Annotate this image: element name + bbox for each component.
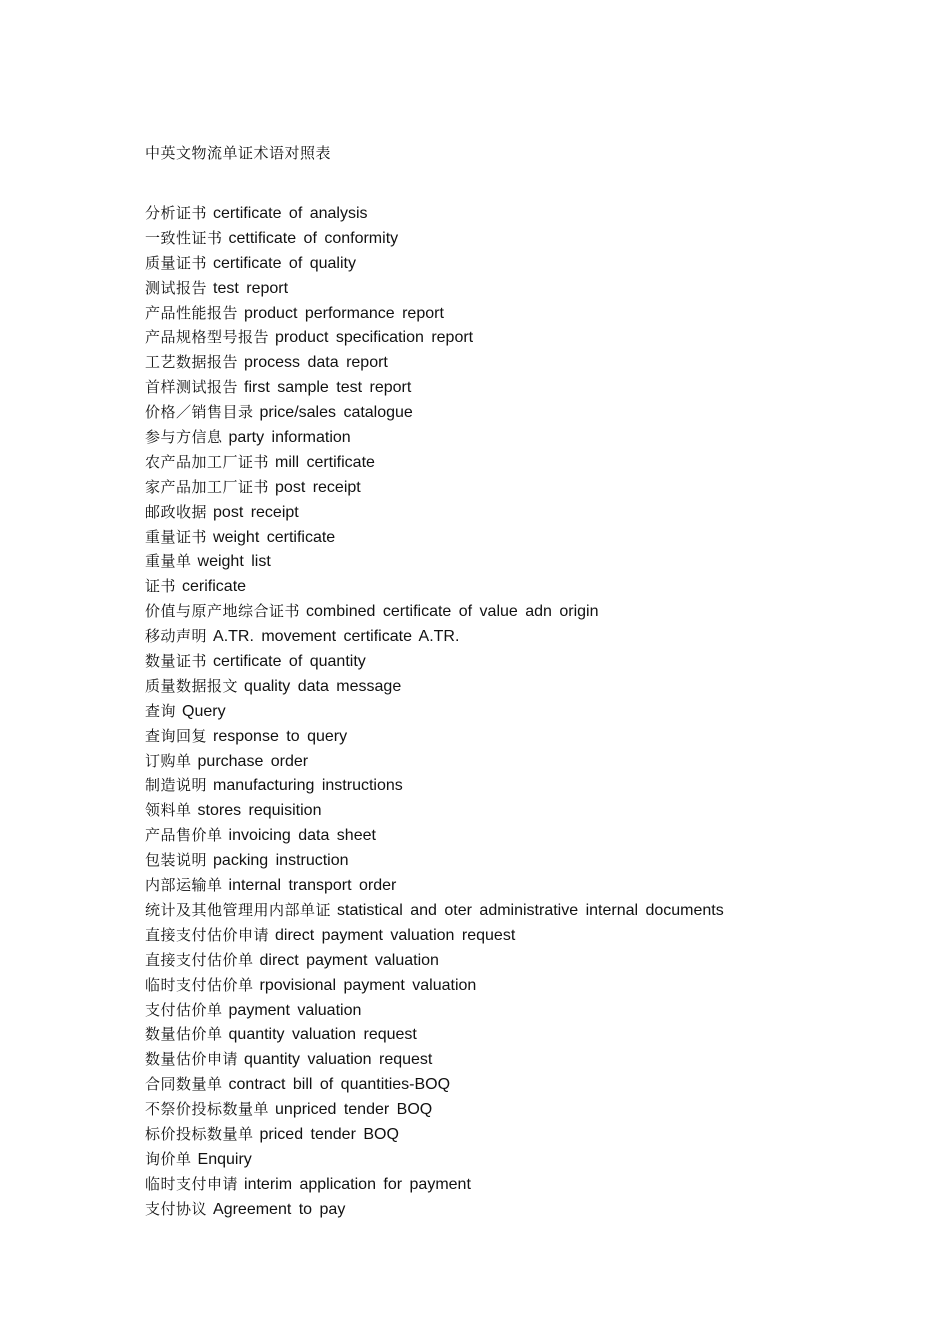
term-english: quality data message bbox=[244, 677, 402, 695]
term-english: stores requisition bbox=[197, 802, 322, 820]
term-row bbox=[145, 1172, 925, 1197]
term-chinese: 直接支付估价申请 bbox=[145, 925, 270, 944]
term-chinese: 查询回复 bbox=[145, 726, 208, 745]
term-row bbox=[145, 724, 925, 749]
term-chinese: 价值与原产地综合证书 bbox=[145, 602, 301, 621]
term-row bbox=[145, 251, 925, 276]
term-english: party information bbox=[228, 429, 351, 447]
term-row bbox=[145, 998, 925, 1023]
term-chinese: 支付协议 bbox=[145, 1199, 208, 1218]
term-english: Enquiry bbox=[197, 1150, 252, 1168]
term-chinese: 临时支付申请 bbox=[145, 1174, 239, 1193]
term-english: certificate of analysis bbox=[213, 205, 368, 222]
term-row bbox=[145, 773, 925, 798]
term-english: certificate of quantity bbox=[213, 653, 366, 671]
term-chinese: 数量证书 bbox=[145, 652, 208, 671]
term-row bbox=[145, 1022, 925, 1047]
term-chinese: 质量数据报文 bbox=[145, 676, 239, 695]
term-row bbox=[145, 923, 925, 948]
term-english: combined certificate of value adn origin bbox=[306, 603, 599, 621]
term-row bbox=[145, 798, 925, 823]
term-chinese: 邮政收据 bbox=[145, 502, 208, 521]
term-chinese: 不祭价投标数量单 bbox=[145, 1100, 270, 1119]
term-chinese: 内部运输单 bbox=[145, 876, 223, 895]
document-page bbox=[145, 141, 925, 1222]
term-row bbox=[145, 624, 925, 649]
term-english: Agreement to pay bbox=[213, 1200, 346, 1218]
term-row bbox=[145, 574, 925, 599]
term-chinese: 移动声明 bbox=[145, 627, 208, 646]
term-english: product specification report bbox=[275, 329, 474, 347]
term-english: contract bill of quantities-BOQ bbox=[228, 1076, 451, 1094]
term-english: first sample test report bbox=[244, 379, 412, 397]
term-chinese: 数量估价申请 bbox=[145, 1050, 239, 1069]
term-chinese: 测试报告 bbox=[145, 278, 208, 297]
term-chinese: 产品规格型号报告 bbox=[145, 328, 270, 347]
term-row bbox=[145, 350, 925, 375]
term-chinese: 直接支付估价单 bbox=[145, 950, 254, 969]
term-english: internal transport order bbox=[228, 877, 397, 895]
term-row bbox=[145, 948, 925, 973]
term-english: product performance report bbox=[244, 304, 444, 322]
term-chinese: 质量证书 bbox=[145, 253, 208, 272]
term-chinese: 价格／销售目录 bbox=[145, 403, 254, 422]
term-chinese: 标价投标数量单 bbox=[145, 1124, 254, 1143]
term-row bbox=[145, 525, 925, 550]
term-english: quantity valuation request bbox=[244, 1051, 433, 1069]
term-english: Query bbox=[182, 702, 226, 720]
term-english: purchase order bbox=[197, 752, 309, 770]
term-chinese: 重量证书 bbox=[145, 527, 208, 546]
term-row bbox=[145, 425, 925, 450]
term-chinese: 农产品加工厂证书 bbox=[145, 452, 270, 471]
term-row bbox=[145, 276, 925, 301]
term-chinese: 领料单 bbox=[145, 801, 192, 820]
term-english: process data report bbox=[244, 354, 388, 372]
term-english: invoicing data sheet bbox=[228, 827, 376, 845]
term-english: test report bbox=[213, 279, 289, 297]
term-chinese: 临时支付估价单 bbox=[145, 975, 254, 994]
term-row bbox=[145, 848, 925, 873]
term-chinese: 一致性证书 bbox=[145, 228, 223, 247]
term-english: rpovisional payment valuation bbox=[259, 976, 477, 994]
term-row bbox=[145, 549, 925, 574]
term-row bbox=[145, 475, 925, 500]
term-english: weight certificate bbox=[213, 528, 336, 546]
term-english: interim application for payment bbox=[244, 1175, 471, 1193]
term-row bbox=[145, 1197, 925, 1222]
term-row bbox=[145, 301, 925, 326]
term-row bbox=[145, 649, 925, 674]
term-chinese: 制造说明 bbox=[145, 776, 208, 795]
term-english: post receipt bbox=[213, 503, 299, 521]
term-english: cerificate bbox=[182, 578, 247, 596]
term-english: mill certificate bbox=[275, 453, 375, 471]
term-english: A.TR. movement certificate A.TR. bbox=[213, 628, 460, 646]
term-chinese: 工艺数据报告 bbox=[145, 353, 239, 372]
term-chinese: 询价单 bbox=[145, 1149, 192, 1168]
term-chinese: 重量单 bbox=[145, 552, 192, 571]
term-row bbox=[145, 823, 925, 848]
term-row bbox=[145, 873, 925, 898]
term-row bbox=[145, 201, 925, 226]
term-english: payment valuation bbox=[228, 1001, 362, 1019]
term-english: statistical and oter administrative internal documents bbox=[337, 901, 724, 919]
term-english: unpriced tender BOQ bbox=[275, 1101, 433, 1119]
term-chinese: 家产品加工厂证书 bbox=[145, 477, 270, 496]
term-row bbox=[145, 749, 925, 774]
term-chinese: 合同数量单 bbox=[145, 1075, 223, 1094]
term-english: price/sales catalogue bbox=[259, 404, 413, 422]
term-chinese: 查询 bbox=[145, 701, 177, 720]
term-english: certificate of quality bbox=[213, 254, 356, 272]
term-row bbox=[145, 898, 925, 923]
term-chinese: 订购单 bbox=[145, 751, 192, 770]
term-row bbox=[145, 1047, 925, 1072]
term-row bbox=[145, 699, 925, 724]
term-row bbox=[145, 1147, 925, 1172]
term-row bbox=[145, 599, 925, 624]
term-row bbox=[145, 1072, 925, 1097]
term-row bbox=[145, 450, 925, 475]
term-chinese: 产品性能报告 bbox=[145, 303, 239, 322]
term-row bbox=[145, 500, 925, 525]
term-chinese: 参与方信息 bbox=[145, 428, 223, 447]
term-row bbox=[145, 674, 925, 699]
term-chinese: 包装说明 bbox=[145, 851, 208, 870]
term-english: manufacturing instructions bbox=[213, 777, 403, 795]
term-chinese: 分析证书 bbox=[145, 204, 208, 222]
term-english: packing instruction bbox=[213, 852, 349, 870]
term-row bbox=[145, 973, 925, 998]
term-chinese: 统计及其他管理用内部单证 bbox=[145, 900, 332, 919]
term-english: weight list bbox=[197, 553, 271, 571]
term-row bbox=[145, 400, 925, 425]
term-english: direct payment valuation bbox=[259, 951, 439, 969]
term-english: priced tender BOQ bbox=[259, 1125, 399, 1143]
term-english: direct payment valuation request bbox=[275, 926, 516, 944]
term-chinese: 支付估价单 bbox=[145, 1000, 223, 1019]
term-row bbox=[145, 1122, 925, 1147]
term-english: post receipt bbox=[275, 478, 361, 496]
document-title: 中英文物流单证术语对照表 bbox=[145, 144, 332, 162]
term-list bbox=[145, 201, 925, 1222]
term-english: quantity valuation request bbox=[228, 1026, 417, 1044]
term-row bbox=[145, 1097, 925, 1122]
term-chinese: 数量估价单 bbox=[145, 1025, 223, 1044]
term-row bbox=[145, 226, 925, 251]
term-row bbox=[145, 375, 925, 400]
term-english: cettificate of conformity bbox=[228, 229, 399, 247]
term-english: response to query bbox=[213, 727, 348, 745]
term-chinese: 产品售价单 bbox=[145, 826, 223, 845]
term-chinese: 首样测试报告 bbox=[145, 378, 239, 397]
term-row bbox=[145, 325, 925, 350]
term-chinese: 证书 bbox=[145, 577, 177, 596]
